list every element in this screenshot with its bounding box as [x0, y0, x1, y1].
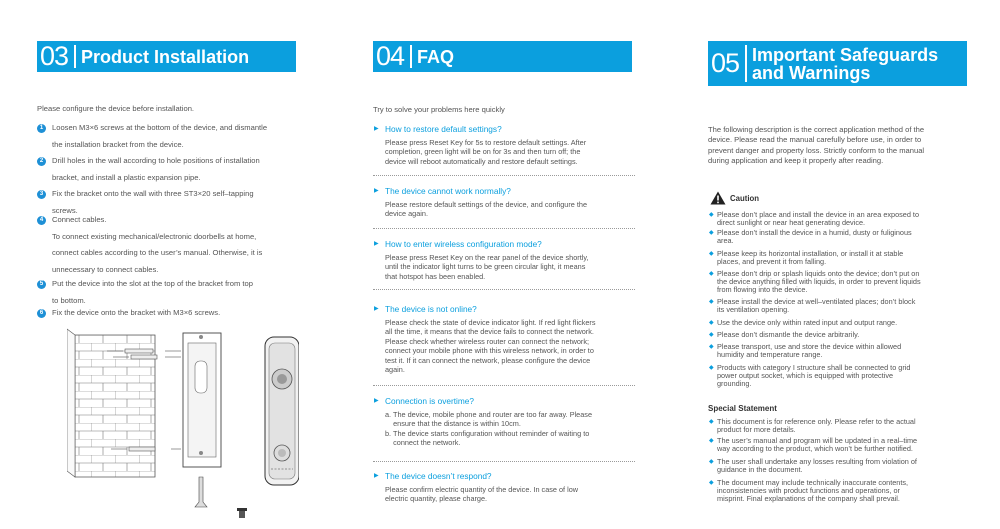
caution-item: Please don’t drip or splash liquids onto the device; don’t put on: [717, 269, 920, 278]
install-intro: Please configure the device before installation.: [37, 104, 195, 113]
statement-item: way according to the product, which won’t be further notified.: [717, 444, 913, 454]
caution-header: [710, 191, 759, 205]
bullet-icon: ◆: [709, 332, 714, 338]
installation-section: [37, 0, 300, 529]
faq-answer-line: Please press Reset Key on the rear panel of the device shortly,: [385, 253, 589, 262]
faq-answer-line: electric quantity, please charge.: [385, 494, 488, 504]
faq-arrow-icon: ▶: [374, 398, 379, 404]
step-number-badge: 4: [37, 216, 46, 225]
bullet-icon: ◆: [709, 271, 714, 277]
step-number-badge: 1: [37, 124, 46, 133]
faq-arrow-icon: ▶: [374, 188, 379, 194]
bullet-icon: ◆: [709, 299, 714, 305]
step-text: Put the device into the slot at the top of the bracket from top: [52, 279, 253, 288]
caution-item: area.: [717, 236, 734, 246]
faq-question: How to restore default settings?: [385, 124, 502, 134]
faq-answer-line: Please press Reset Key for 5s to restore default settings. After: [385, 138, 587, 147]
bullet-icon: ◆: [709, 365, 714, 371]
statement-title: Special Statement: [708, 404, 777, 413]
faq-answer-line: device again.: [385, 209, 429, 219]
caution-item: power output socket, which is equipped with protective: [717, 371, 894, 381]
faq-intro: Try to solve your problems here quickly: [373, 105, 505, 114]
step-text: To connect existing mechanical/electronic doorbells at home,: [52, 231, 257, 241]
safeguards-banner: [708, 41, 967, 86]
bullet-icon: ◆: [709, 230, 714, 236]
section-title: FAQ: [417, 46, 455, 67]
intro-line: prevent danger and property loss. Strictly conform to the manual: [708, 145, 925, 155]
faq-answer-line: until the indicator light turns to be green circular light, it means: [385, 262, 586, 272]
faq-arrow-icon: ▶: [374, 306, 379, 312]
step-number-badge: 5: [37, 280, 46, 289]
faq-answer-line: that hotspot has been enabled.: [385, 271, 486, 281]
statement-item: The document may include technically inaccurate contents,: [717, 478, 909, 487]
warning-icon: [710, 191, 726, 205]
statement-item: The user shall undertake any losses resulting from violation of: [717, 457, 917, 466]
section-title: [752, 46, 938, 82]
faq-arrow-icon: ▶: [374, 473, 379, 479]
faq-answer-line: Please check whether wireless router can connect the network;: [385, 336, 590, 346]
bullet-icon: ◆: [709, 459, 714, 465]
faq-answer-line: b. The device starts configuration without reminder of waiting to: [385, 428, 590, 438]
faq-answer-line: device will reboot automatically and restore default settings.: [385, 156, 578, 166]
statement-item: This document is for reference only. Please refer to the actual: [717, 417, 916, 426]
step-text: bracket, and install a plastic expansion pipe.: [52, 172, 201, 182]
caution-label: Caution: [730, 193, 760, 203]
faq-answer-line: completion, green light will be on for 3s and then turn off; the: [385, 147, 581, 157]
banner-divider: [745, 45, 747, 82]
intro-line: device. Please read the manual carefully before use, in order to: [708, 135, 922, 145]
step-number-badge: 3: [37, 190, 46, 199]
step-text: Fix the bracket onto the wall with three ST3×20 self–tapping: [52, 189, 254, 198]
faq-divider: [373, 461, 635, 462]
step-number-badge: 2: [37, 157, 46, 166]
faq-arrow-icon: ▶: [374, 241, 379, 247]
faq-answer-line: test it. If it can connect the network, please configure the device: [385, 355, 591, 365]
caution-item: Products with category I structure shall be connected to grid: [717, 363, 911, 372]
screw: [237, 508, 247, 518]
caution-item: Please keep its horizontal installation, or install it at stable: [717, 249, 904, 258]
caution-item: grounding.: [717, 379, 752, 389]
title-line-2: and Warnings: [752, 62, 871, 83]
section-number: 03: [40, 41, 69, 71]
faq-question: Connection is overtime?: [385, 396, 475, 406]
step-text: unnecessary to connect cables.: [52, 264, 159, 274]
step-text: screws.: [52, 205, 78, 215]
faq-banner: [373, 41, 632, 72]
faq-divider: [373, 385, 635, 386]
section-title: Product Installation: [81, 46, 250, 67]
faq-answer-line: Please check the state of device indicator light. If red light flickers: [385, 318, 596, 327]
section-number: 05: [711, 48, 740, 78]
faq-question: How to enter wireless configuration mode?: [385, 239, 542, 249]
faq-answer-line: all the time, it means that the device fails to connect the network.: [385, 327, 594, 337]
statement-item: guidance in the document.: [717, 465, 803, 475]
faq-answer-line: a. The device, mobile phone and router are too far away. Please: [385, 410, 593, 419]
statement-item: product for more details.: [717, 425, 796, 435]
intro-line: The following description is the correct application method of the: [708, 125, 925, 134]
banner-divider: [410, 45, 412, 68]
faq-question: The device doesn’t respond?: [385, 471, 492, 481]
step-text: Fix the device onto the bracket with M3×6 screws.: [52, 308, 221, 317]
caution-item: from flowing into the device.: [717, 285, 808, 295]
faq-answer-line: again.: [385, 365, 405, 374]
caution-item: its ventilation opening.: [717, 305, 790, 315]
bullet-icon: ◆: [709, 251, 714, 257]
title-line-1: Important Safeguards: [752, 44, 939, 65]
doorbell-device: [265, 337, 299, 485]
caution-item: the device anything filled with liquids, in order to prevent liquids: [717, 277, 921, 287]
step-text: Connect cables.: [52, 215, 107, 224]
step-number-badge: 6: [37, 309, 46, 318]
caution-item: Please don’t install the device in a humid, dusty or fuliginous: [717, 228, 912, 237]
caution-item: Please don’t dismantle the device arbitrarily.: [717, 330, 860, 339]
faq-answer-line: connect your mobile phone with this wireless network, in order to: [385, 346, 594, 356]
caution-item: Please transport, use and store the device within allowed: [717, 342, 902, 351]
faq-arrow-icon: ▶: [374, 126, 379, 132]
step-text: Loosen M3×6 screws at the bottom of the device, and dismantle: [52, 123, 268, 132]
faq-answer-line: connect the network.: [385, 438, 461, 448]
caution-item: places, and prevent it from falling.: [717, 257, 827, 267]
safeguards-section: [708, 0, 963, 529]
bullet-icon: ◆: [709, 212, 714, 218]
bullet-icon: ◆: [709, 419, 714, 425]
caution-item: Please install the device at well–ventilated places; don’t block: [717, 297, 916, 306]
faq-answer-line: Please restore default settings of the device, and configure the: [385, 200, 588, 209]
statement-item: inconsistencies with product functions and operations, or: [717, 486, 900, 496]
intro-line: during application and keep it properly after reading.: [708, 155, 884, 165]
faq-question: The device cannot work normally?: [385, 186, 511, 196]
step-text: connect cables according to the user’s manual. Otherwise, it is: [52, 248, 263, 257]
faq-section: [373, 0, 635, 529]
faq-answer-line: Please confirm electric quantity of the device. In case of low: [385, 485, 579, 494]
caution-item: Please don’t place and install the device in an area exposed to: [717, 210, 920, 219]
faq-question: The device is not online?: [385, 304, 477, 314]
caution-item: humidity and temperature range.: [717, 350, 823, 360]
step-text: the installation bracket from the device.: [52, 139, 184, 149]
installation-banner: [37, 41, 296, 72]
step-text: to bottom.: [52, 295, 86, 305]
faq-divider: [373, 175, 635, 176]
bullet-icon: ◆: [709, 480, 714, 486]
faq-answer-line: ensure that the distance is within 10cm.: [385, 419, 521, 429]
bullet-icon: ◆: [709, 320, 714, 326]
installation-illustration: [67, 327, 299, 522]
banner-divider: [74, 45, 76, 68]
faq-divider: [373, 289, 635, 290]
faq-divider: [373, 228, 635, 229]
caution-item: direct sunlight or near heat generating device.: [717, 218, 866, 228]
section-number: 04: [376, 41, 405, 71]
statement-item: misprint. Final explanations of the company shall prevail.: [717, 494, 900, 504]
caution-item: Use the device only within rated input and output range.: [717, 318, 898, 327]
step-text: Drill holes in the wall according to hole positions of installation: [52, 156, 260, 165]
bullet-icon: ◆: [709, 344, 714, 350]
mounting-bracket: [165, 333, 221, 507]
bullet-icon: ◆: [709, 438, 714, 444]
statement-item: The user’s manual and program will be updated in a real–time: [717, 436, 918, 445]
